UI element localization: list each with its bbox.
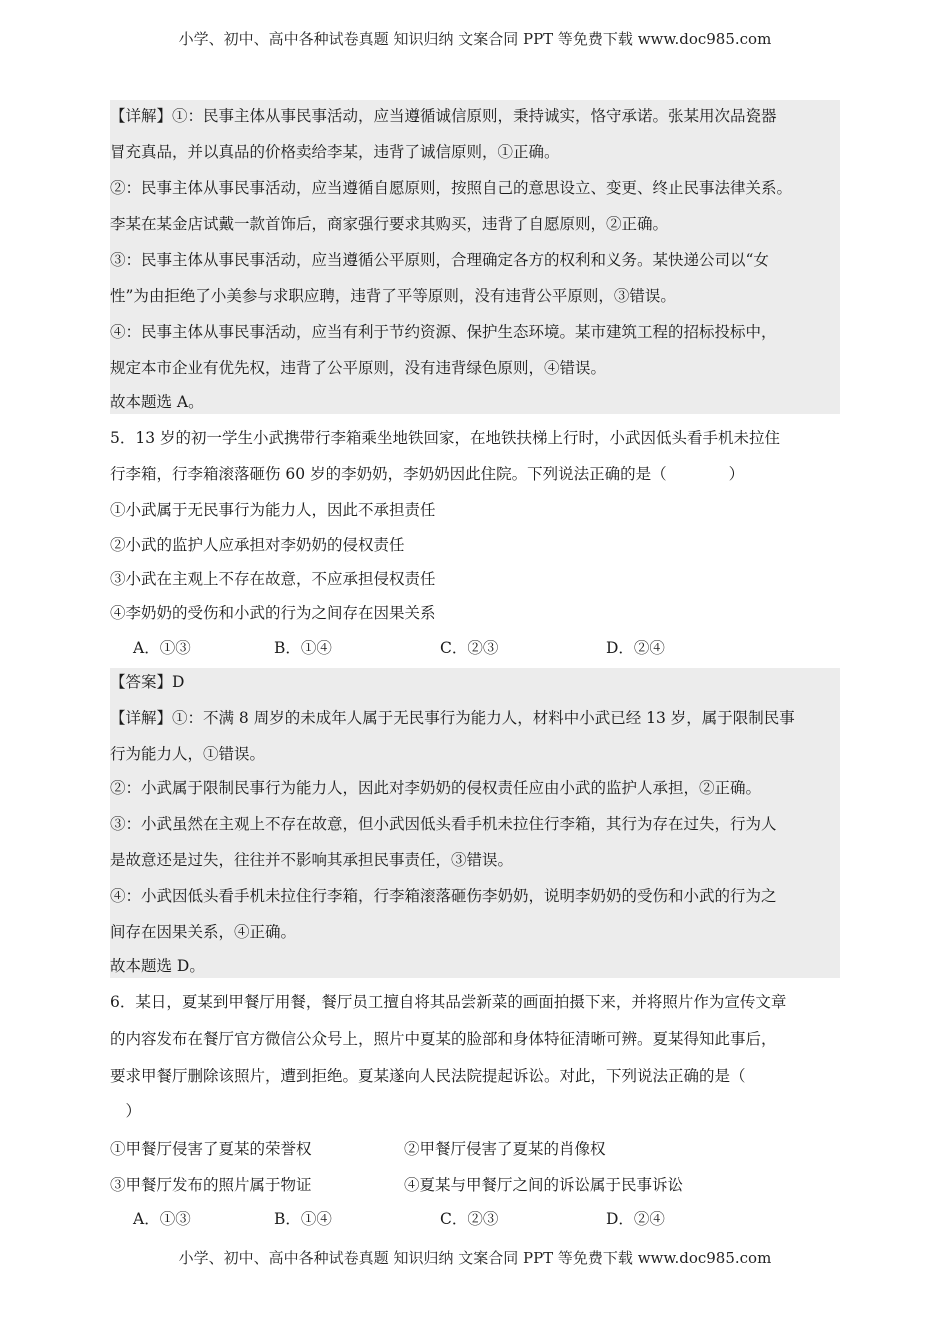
q5-detail-line: 间存在因果关系，④正确。: [110, 923, 297, 941]
q6-option-b: B．①④: [274, 1210, 332, 1228]
q6-option-a: A．①③: [133, 1210, 191, 1228]
q6-stem-line: 6．某日，夏某到甲餐厅用餐，餐厅员工擅自将其品尝新菜的画面拍摄下来，并将照片作为宣传文章: [110, 993, 787, 1011]
q5-option-a: A．①③: [133, 639, 191, 657]
q5-option-c: C．②③: [440, 639, 499, 657]
q4-detail-line: ②：民事主体从事民事活动，应当遵循自愿原则，按照自己的意思设立、变更、终止民事法律关系。: [110, 179, 793, 197]
q4-detail-line: 【详解】①：民事主体从事民事活动，应当遵循诚信原则，秉持诚实，恪守承诺。张某用次品瓷器: [110, 107, 777, 125]
page-header: 小学、初中、高中各种试卷真题 知识归纳 文案合同 PPT 等免费下载 www.doc985.com: [178, 30, 772, 48]
q5-detail-line: 【详解】①：不满 8 周岁的未成年人属于无民事行为能力人，材料中小武已经 13 岁，属于限制民事: [110, 709, 795, 727]
q5-option-b: B．①④: [274, 639, 332, 657]
q6-stem-line: 要求甲餐厅删除该照片，遭到拒绝。夏某遂向人民法院提起诉讼。对此，下列说法正确的是（: [110, 1067, 746, 1085]
q4-detail-line: 李某在某金店试戴一款首饰后，商家强行要求其购买，违背了自愿原则，②正确。: [110, 215, 669, 233]
q5-statement: ③小武在主观上不存在故意，不应承担侵权责任: [110, 570, 436, 588]
q5-conclusion: 故本题选 D。: [110, 957, 205, 975]
q6-stem-line: 的内容发布在餐厅官方微信公众号上，照片中夏某的脸部和身体特征清晰可辨。夏某得知此事后，: [110, 1030, 777, 1048]
q5-option-d: D．②④: [606, 639, 665, 657]
q6-statement: ④夏某与甲餐厅之间的诉讼属于民事诉讼: [404, 1176, 684, 1194]
page-footer: 小学、初中、高中各种试卷真题 知识归纳 文案合同 PPT 等免费下载 www.doc985.com: [178, 1249, 772, 1267]
q6-statement: ②甲餐厅侵害了夏某的肖像权: [404, 1140, 606, 1158]
q6-option-c: C．②③: [440, 1210, 499, 1228]
q5-statement: ④李奶奶的受伤和小武的行为之间存在因果关系: [110, 604, 436, 622]
q4-detail-line: 性”为由拒绝了小美参与求职应聘，违背了平等原则，没有违背公平原则，③错误。: [110, 287, 676, 305]
q6-stem-line: ）: [110, 1102, 142, 1120]
q6-option-d: D．②④: [606, 1210, 665, 1228]
q4-detail-line: ④：民事主体从事民事活动，应当有利于节约资源、保护生态环境。某市建筑工程的招标投标中，: [110, 323, 777, 341]
q5-statement: ①小武属于无民事行为能力人，因此不承担责任: [110, 501, 436, 519]
q5-detail-line: 是故意还是过失，往往并不影响其承担民事责任，③错误。: [110, 851, 514, 869]
q5-answer: 【答案】D: [110, 673, 185, 691]
q4-conclusion: 故本题选 A。: [110, 393, 204, 411]
q6-statement: ①甲餐厅侵害了夏某的荣誉权: [110, 1140, 312, 1158]
q5-detail-line: ④：小武因低头看手机未拉住行李箱，行李箱滚落砸伤李奶奶，说明李奶奶的受伤和小武的行为之: [110, 887, 777, 905]
q5-statement: ②小武的监护人应承担对李奶奶的侵权责任: [110, 536, 405, 554]
q4-detail-line: 冒充真品，并以真品的价格卖给李某，违背了诚信原则，①正确。: [110, 143, 560, 161]
q5-detail-line: 行为能力人，①错误。: [110, 745, 266, 763]
q6-statement: ③甲餐厅发布的照片属于物证: [110, 1176, 312, 1194]
q5-stem-line: 行李箱，行李箱滚落砸伤 60 岁的李奶奶，李奶奶因此住院。下列说法正确的是（ ）: [110, 465, 745, 483]
q5-detail-line: ③：小武虽然在主观上不存在故意，但小武因低头看手机未拉住行李箱，其行为存在过失，行为人: [110, 815, 777, 833]
q4-detail-line: 规定本市企业有优先权，违背了公平原则，没有违背绿色原则，④错误。: [110, 359, 607, 377]
q5-stem-line: 5．13 岁的初一学生小武携带行李箱乘坐地铁回家，在地铁扶梯上行时，小武因低头看手机未拉住: [110, 429, 781, 447]
q5-detail-line: ②：小武属于限制民事行为能力人，因此对李奶奶的侵权责任应由小武的监护人承担，②正确。: [110, 779, 762, 797]
q4-detail-line: ③：民事主体从事民事活动，应当遵循公平原则，合理确定各方的权利和义务。某快递公司以“女: [110, 251, 769, 269]
